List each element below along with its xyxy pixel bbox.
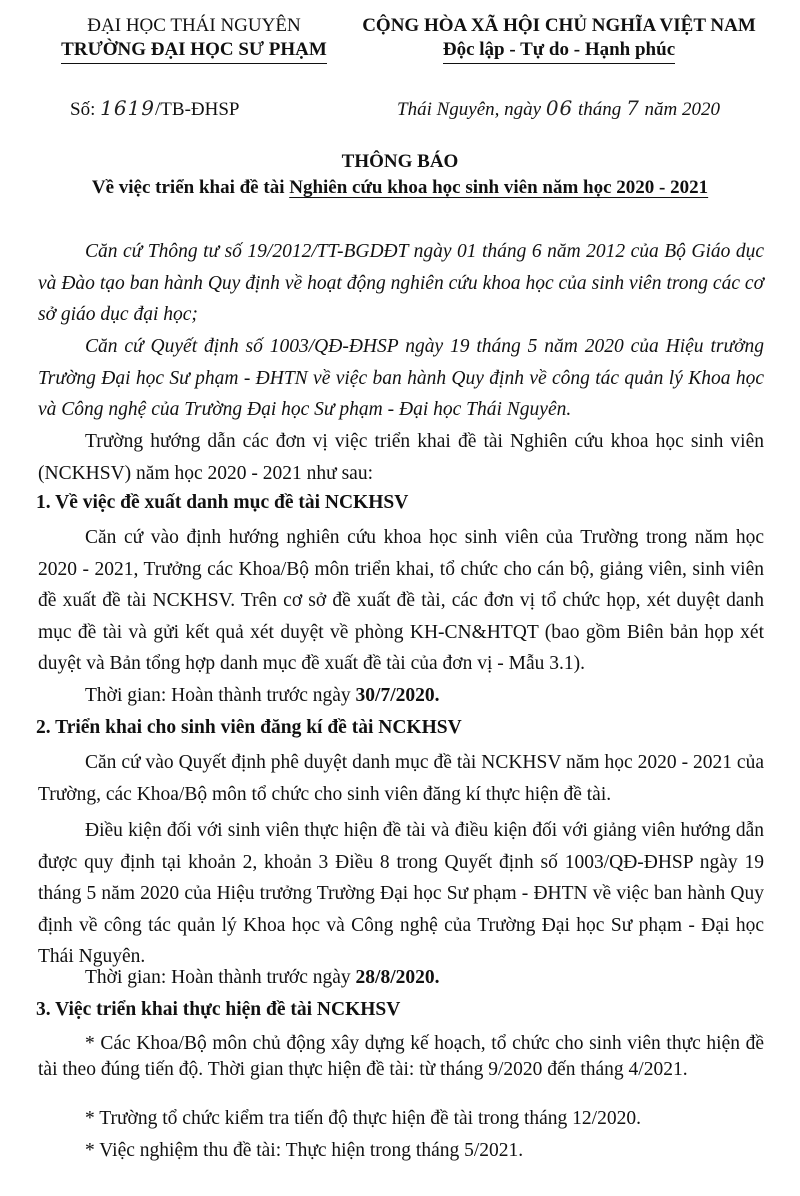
section-2-heading: 2. Triển khai cho sinh viên đăng kí đề tài NCKHSV: [36, 717, 462, 738]
deadline-value: 28/8/2020.: [355, 967, 440, 988]
legal-basis-text: Căn cứ Quyết định số 1003/QĐ-ĐHSP ngày 19 tháng 5 năm 2020 của Hiệu trưởng Trường Đại học Sư phạm - ĐHTN về việc ban hành Quy định về công tác quản lý Khoa học và Công nghệ của Trường Đại học Sư phạm - Đại học Thái Nguyên.: [38, 336, 764, 420]
section-body-text: Điều kiện đối với sinh viên thực hiện đề tài và điều kiện đối với giảng viên hướng dẫn được quy định tại khoản 2, khoản 3 Điều 8 trong Quyết định số 1003/QĐ-ĐHSP ngày 19 tháng 5 năm 2020 của Hiệu trưởng Trường Đại học Sư phạm - ĐHTN về việc ban hành Quy định về công tác quản lý Khoa học và Công nghệ của Trường Đại học Sư phạm - Đại học Thái Nguyên.: [38, 820, 764, 967]
subtitle-underlined: Nghiên cứu khoa học sinh viên năm học 2020 - 2021: [289, 177, 709, 198]
place-date-text: Thái Nguyên, ngày: [397, 99, 546, 120]
intro-paragraph: [38, 426, 764, 489]
section-2-deadline: [38, 962, 764, 994]
country-name: CỘNG HÒA XÃ HỘI CHỦ NGHĨA VIỆT NAM: [362, 15, 756, 36]
handwritten-number: 1619: [100, 96, 156, 120]
place-and-date: [397, 96, 720, 121]
section-1-deadline: [38, 680, 764, 712]
section-1-body: [38, 522, 764, 680]
legal-basis-2: [38, 331, 764, 426]
deadline-label: Thời gian: Hoàn thành trước ngày: [85, 685, 356, 706]
national-motto: Độc lập - Tự do - Hạnh phúc: [443, 38, 675, 64]
bullet-text: * Các Khoa/Bộ môn chủ động xây dựng kế hoạch, tổ chức cho sinh viên thực hiện đề tài theo đúng tiến độ. Thời gian thực hiện đề tài: từ tháng 9/2020 đến tháng 4/2021.: [38, 1033, 764, 1080]
document-title: THÔNG BÁO: [341, 151, 459, 172]
deadline-label: Thời gian: Hoàn thành trước ngày: [85, 967, 356, 988]
section-body-text: Căn cứ vào Quyết định phê duyệt danh mục đề tài NCKHSV năm học 2020 - 2021 của Trường, các Khoa/Bộ môn tổ chức cho sinh viên đăng kí thực hiện đề tài.: [38, 752, 764, 805]
place-date-text: năm 2020: [639, 99, 721, 120]
legal-basis-text: Căn cứ Thông tư số 19/2012/TT-BGDĐT ngày 01 tháng 6 năm 2012 của Bộ Giáo dục và Đào tạo ban hành Quy định về hoạt động nghiên cứu khoa học của sinh viên trong các cơ sở giáo dục đại học;: [38, 241, 764, 325]
section-3-bullet-2: [38, 1103, 764, 1135]
handwritten-month: 7: [626, 96, 640, 120]
organization-name: TRƯỜNG ĐẠI HỌC SƯ PHẠM: [61, 38, 327, 64]
section-2-conditions: [38, 815, 764, 973]
section-1-heading: 1. Về việc đề xuất danh mục đề tài NCKHSV: [36, 492, 409, 513]
deadline-value: 30/7/2020.: [355, 685, 440, 706]
national-header: [346, 14, 772, 64]
intro-text: Trường hướng dẫn các đơn vị việc triển khai đề tài Nghiên cứu khoa học sinh viên (NCKHSV) năm học 2020 - 2021 như sau:: [38, 431, 764, 484]
place-date-text: tháng: [573, 99, 627, 120]
section-3-bullet-3: [38, 1135, 764, 1167]
document-number-suffix: /TB-ĐHSP: [155, 99, 240, 120]
bullet-text: * Trường tổ chức kiểm tra tiến độ thực hiện đề tài trong tháng 12/2020.: [85, 1108, 641, 1129]
section-3-heading: 3. Việc triển khai thực hiện đề tài NCKHSV: [36, 999, 401, 1020]
subtitle-text: Về việc triển khai đề tài: [91, 177, 290, 198]
parent-organization: ĐẠI HỌC THÁI NGUYÊN: [87, 15, 301, 36]
document-number: [70, 96, 239, 121]
issuing-organization: [44, 14, 344, 64]
document-subtitle: [0, 177, 800, 199]
section-body-text: Căn cứ vào định hướng nghiên cứu khoa học sinh viên của Trường trong năm học 2020 - 2021, Trưởng các Khoa/Bộ môn triển khai, tổ chức cho cán bộ, giảng viên, sinh viên đề xuất đề tài NCKHSV. Trên cơ sở đề xuất đề tài, các đơn vị tổ chức họp, xét duyệt danh mục đề tài và gửi kết quả xét duyệt về phòng KH-CN&HTQT (bao gồm Biên bản họp xét duyệt và Bản tổng hợp danh mục đề xuất đề tài của đơn vị - Mẫu 3.1).: [38, 527, 764, 674]
document-number-prefix: Số:: [70, 99, 101, 120]
handwritten-day: 06: [545, 96, 574, 120]
section-2-body: [38, 747, 764, 810]
bullet-text: * Việc nghiệm thu đề tài: Thực hiện trong tháng 5/2021.: [85, 1140, 524, 1161]
section-3-bullet-1: [38, 1031, 764, 1083]
legal-basis-1: [38, 236, 764, 331]
